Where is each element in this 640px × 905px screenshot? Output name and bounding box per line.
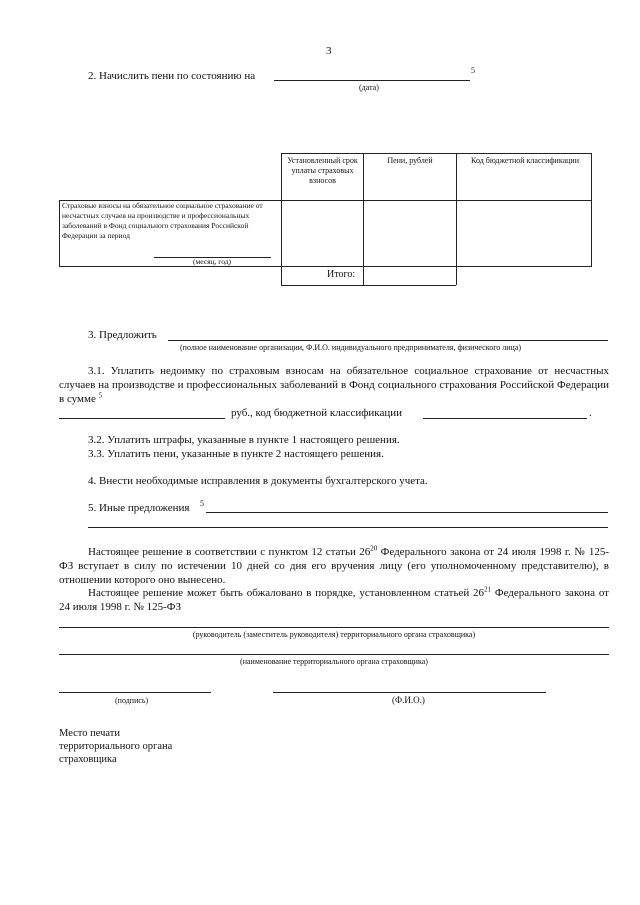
- signature-field[interactable]: [59, 692, 211, 693]
- item5-footnote: 5: [200, 499, 204, 508]
- row-label: Страховые взносы на обязательное социальное страхование от несчастных случаев на производстве и профессиональных заболеваний в Фонд социального страхования Российской Федерации за период: [62, 201, 263, 240]
- item3-1-footnote: 5: [98, 391, 103, 400]
- kbk-field[interactable]: [423, 418, 587, 419]
- date-caption: (дата): [359, 83, 379, 92]
- header-kbk: Код бюджетной классификации: [471, 156, 579, 165]
- signature-caption: (подпись): [115, 696, 149, 705]
- cell-kbk[interactable]: [457, 201, 590, 265]
- rub-text: руб., код бюджетной классификации: [231, 407, 402, 419]
- total-label: Итого:: [327, 269, 356, 280]
- fio-caption: (Ф.И.О.): [392, 695, 425, 705]
- org-caption: (наименование территориального органа страховщика): [240, 657, 428, 666]
- item3-1-text: 3.1. Уплатить недоимку по страховым взносам на обязательное социальное страхование от несчастных случаев на производстве и профессиональных заболеваний в Фонд социального страхования Российской Федерации в сумме $^5$: [59, 365, 609, 405]
- item2-footnote: 5: [471, 66, 475, 75]
- header-penalty: Пени, рублей: [387, 156, 433, 165]
- item3-3-text: 3.3. Уплатить пени, указанные в пункте 2 настоящего решения.: [88, 448, 384, 460]
- seal-line-1: Место печати: [59, 728, 121, 739]
- kbk-end-dot: .: [589, 407, 592, 419]
- period-caption: (месяц, год): [193, 257, 232, 266]
- item5-text: 5. Иные предложения: [88, 502, 190, 514]
- seal-line-2: территориального органа: [59, 741, 173, 752]
- other-proposals-field-1[interactable]: [206, 512, 608, 513]
- seal-line-3: страховщика: [59, 754, 117, 765]
- cell-deadline[interactable]: [282, 201, 362, 265]
- other-proposals-field-2[interactable]: [88, 527, 608, 528]
- head-field[interactable]: [59, 627, 609, 628]
- item2-text: 2. Начислить пени по состоянию на: [88, 70, 256, 82]
- cell-total-penalty[interactable]: [364, 267, 455, 284]
- appeal-paragraph: Настоящее решение может быть обжаловано в порядке, установленном статьей $26^{21}$ Федерального закона от 24 июля 1998 г. № 125-ФЗ: [59, 585, 609, 613]
- page-number: 3: [326, 45, 332, 57]
- head-caption: (руководитель (заместитель руководителя) территориального органа страховщика): [192, 630, 476, 639]
- item4-text: 4. Внести необходимые исправления в документы бухгалтерского учета.: [88, 475, 428, 487]
- amount-field[interactable]: [59, 418, 225, 419]
- org-field[interactable]: [59, 654, 609, 655]
- organization-field[interactable]: [168, 340, 608, 341]
- effective-paragraph: Настоящее решение в соответствии с пунктом 12 статьи $26^{20}$ Федерального закона от 24 июля 1998 г. № 125-ФЗ вступает в силу по истечении 10 дней со дня его вручения лицу (его уполномоченному представителю), в отношении которого оно вынесено.: [59, 544, 609, 586]
- item3-2-text: 3.2. Уплатить штрафы, указанные в пункте 1 настоящего решения.: [88, 434, 400, 446]
- header-deadline: Установленный срок уплаты страховых взносов: [287, 156, 358, 185]
- fio-field[interactable]: [273, 692, 546, 693]
- item3-text: 3. Предложить: [88, 329, 157, 341]
- cell-penalty[interactable]: [364, 201, 455, 265]
- date-field[interactable]: [274, 80, 470, 81]
- seal-block: [59, 727, 172, 766]
- item3-caption: (полное наименование организации, Ф.И.О. индивидуального предпринимателя, физического лица): [180, 343, 522, 352]
